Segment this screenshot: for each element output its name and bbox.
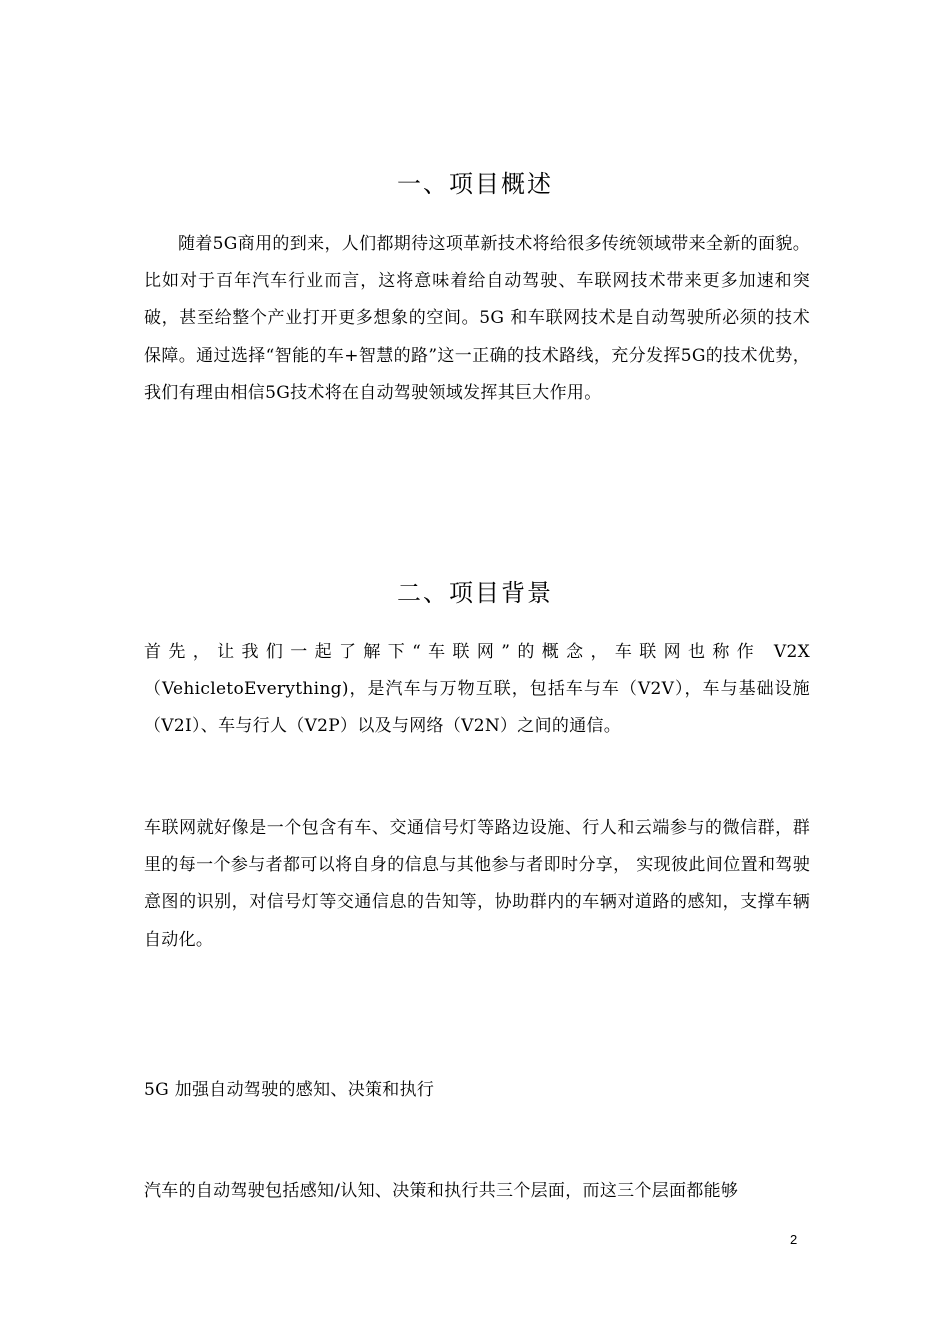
section-heading-overview: 一、项目概述 <box>397 170 553 198</box>
overview-paragraph: 随着5G商用的到来，人们都期待这项革新技术将给很多传统领域带来全新的面貌。比如对于百年汽车行业而言，这将意味着给自动驾驶、车联网技术带来更多加速和突破，甚至给整个产业打开更多想象的空间。5G 和车联网技术是自动驾驶所必须的技术保障。通过选择“智能的车+智慧的路”这一正确的技术路线，充分发挥5G的技术优势，我们有理由相信5G技术将在自动驾驶领域发挥其巨大作用。 <box>144 234 810 403</box>
subheading-5g-autonomous: 5G 加强自动驾驶的感知、决策和执行 <box>144 1080 435 1100</box>
page-number: 2 <box>790 1232 798 1247</box>
background-paragraph-wechat-group: 车联网就好像是一个包含有车、交通信号灯等路边设施、行人和云端参与的微信群，群里的每一个参与者都可以将自身的信息与其他参与者即时分享， 实现彼此间位置和驾驶意图的识别，对信号灯等交通信息的告知等，协助群内的车辆对道路的感知，支撑车辆自动化。 <box>144 818 810 950</box>
background-paragraph-v2x: 首先，让我们一起了解下“车联网”的概念，车联网也称作 V2X（VehicletoEverything)，是汽车与万物互联，包括车与车（V2V），车与基础设施（V2I）、车与行人（V2P）以及与网络（V2N）之间的通信。 <box>144 642 810 737</box>
section-heading-background: 二、项目背景 <box>397 579 553 607</box>
background-paragraph-three-layers: 汽车的自动驾驶包括感知/认知、决策和执行共三个层面，而这三个层面都能够 <box>144 1181 739 1201</box>
